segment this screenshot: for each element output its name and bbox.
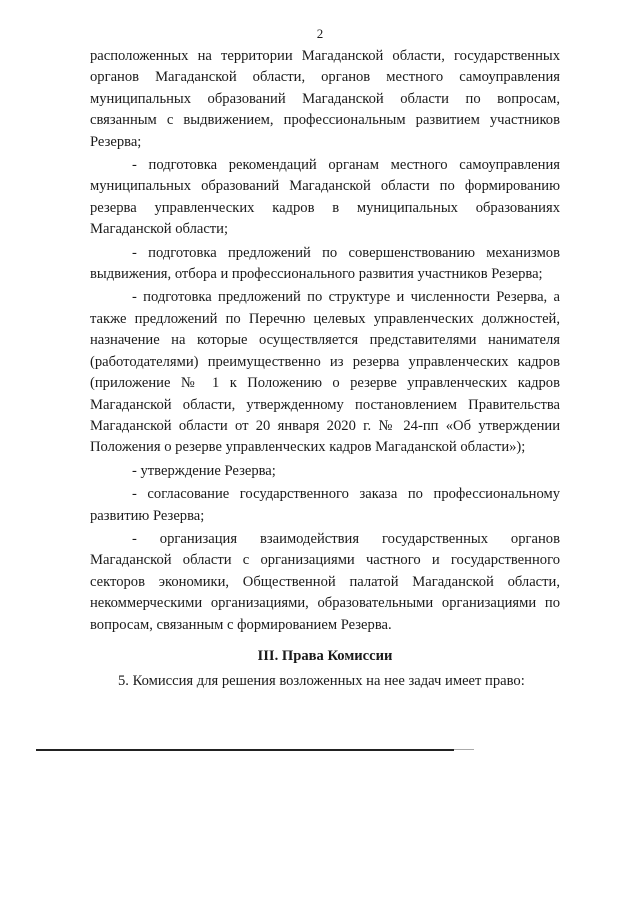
paragraph-cooperation: - организация взаимодействия государственных органов Магаданской области с организациями частного и государственного секторов экономики, Общественной палатой Магаданской области, некоммерческими организациями, образовательными организациями по вопросам, связанным с формированием Резерва. — [90, 530, 560, 633]
section-heading: III. Права Комиссии — [257, 647, 393, 664]
document-body — [90, 46, 560, 693]
paragraph-improvement-proposals: - подготовка предложений по совершенствованию механизмов выдвижения, отбора и профессионального развития участников Резерва; — [90, 244, 560, 283]
paragraph-approval: - утверждение Резерва; — [132, 462, 276, 479]
paragraph-state-order: - согласование государственного заказа по профессиональному развитию Резерва; — [90, 486, 560, 524]
paragraph-recommendations: - подготовка рекомендаций органам местного самоуправления муниципальных образований Магаданской области по формированию резерва управленческих кадров в муниципальных образованиях Магаданской области; — [90, 157, 560, 238]
paragraph-continuation: расположенных на территории Магаданской области, государственных органов Магаданской области, органов местного самоуправления муниципальных образований Магаданской области по вопросам, связанным с выдвижением, профессиональным развитием участников Резерва; — [90, 48, 560, 150]
scan-edge-line — [36, 749, 454, 751]
page-number: 2 — [316, 26, 324, 41]
clause-5: 5. Комиссия для решения возложенных на нее задач имеет право: — [118, 673, 525, 690]
paragraph-structure-proposals: - подготовка предложений по структуре и численности Резерва, а также предложений по Перечню целевых управленческих должностей, назначение на которые осуществляется представителями нанимателя (работодателями) преимущественно из резерва управленческих кадров (приложение № 1 к Положению о резерве управленческих кадров Магаданской области, утвержденному постановлением Правительства Магаданской области от 20 января 2020 г. № 24-пп «Об утверждении Положения о резерве управленческих кадров Магаданской области»); — [90, 289, 560, 456]
scan-edge-line-tail — [454, 749, 474, 750]
